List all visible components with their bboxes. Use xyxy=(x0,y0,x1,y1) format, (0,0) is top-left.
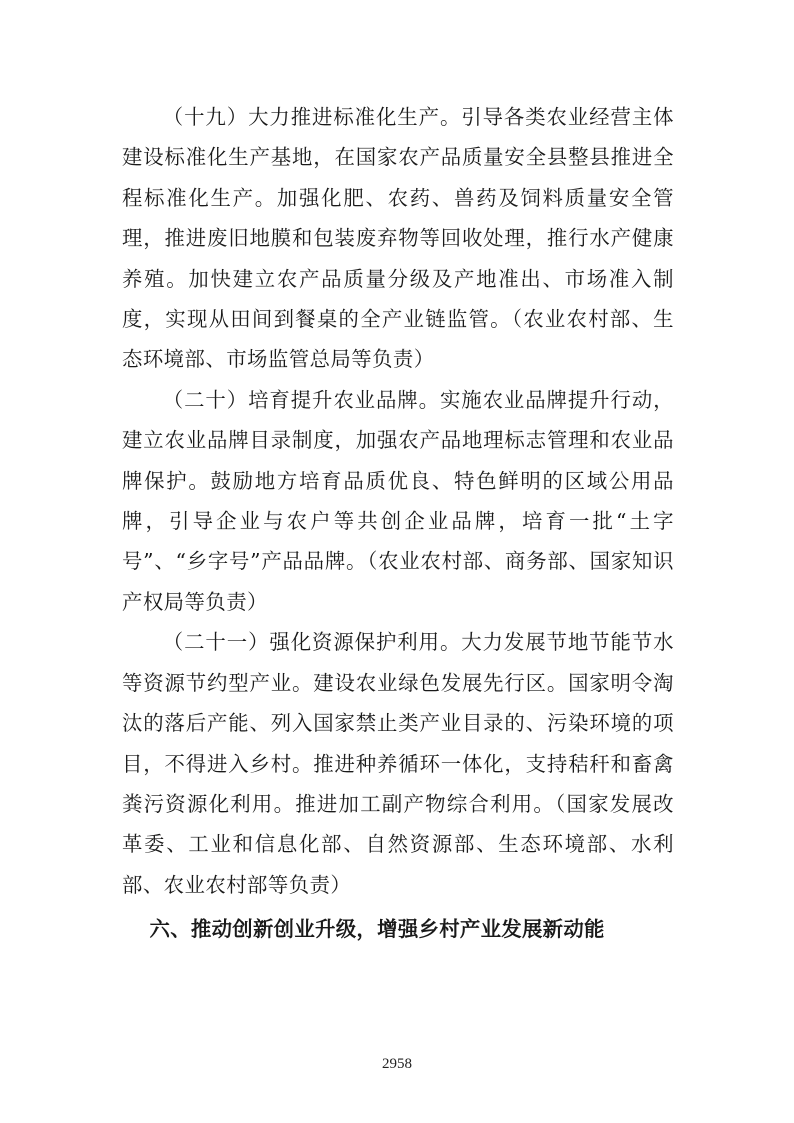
paragraph-agricultural-brands: （二十）培育提升农业品牌。实施农业品牌提升行动，建立农业品牌目录制度，加强农产品地理标志管理和农业品牌保护。鼓励地方培育品质优良、特色鲜明的区域公用品牌，引导企业与农户等共创企业品牌，培育一批“土字号”、“乡字号”产品品牌。（农业农村部、商务部、国家知识产权局等负责） xyxy=(122,387,674,614)
document-body xyxy=(122,97,674,949)
section-heading: 六、推动创新创业升级，增强乡村产业发展新动能 xyxy=(149,917,605,942)
paragraph-standardized-production: （十九）大力推进标准化生产。引导各类农业经营主体建设标准化生产基地，在国家农产品质量安全县整县推进全程标准化生产。加强化肥、农药、兽药及饲料质量安全管理，推进废旧地膜和包装废弃物等回收处理，推行水产健康养殖。加快建立农产品质量分级及产地准出、市场准入制度，实现从田间到餐桌的全产业链监管。（农业农村部、生态环境部、市场监管总局等负责） xyxy=(122,105,674,372)
page-number: 2958 xyxy=(382,1056,412,1072)
paragraph-resource-protection: （二十一）强化资源保护利用。大力发展节地节能节水等资源节约型产业。建设农业绿色发展先行区。国家明令淘汰的落后产能、列入国家禁止类产业目录的、污染环境的项目，不得进入乡村。推进种养循环一体化，支持秸秆和畜禽粪污资源化利用。推进加工副产物综合利用。（国家发展改革委、工业和信息化部、自然资源部、生态环境部、水利部、农业农村部等负责） xyxy=(122,630,674,897)
